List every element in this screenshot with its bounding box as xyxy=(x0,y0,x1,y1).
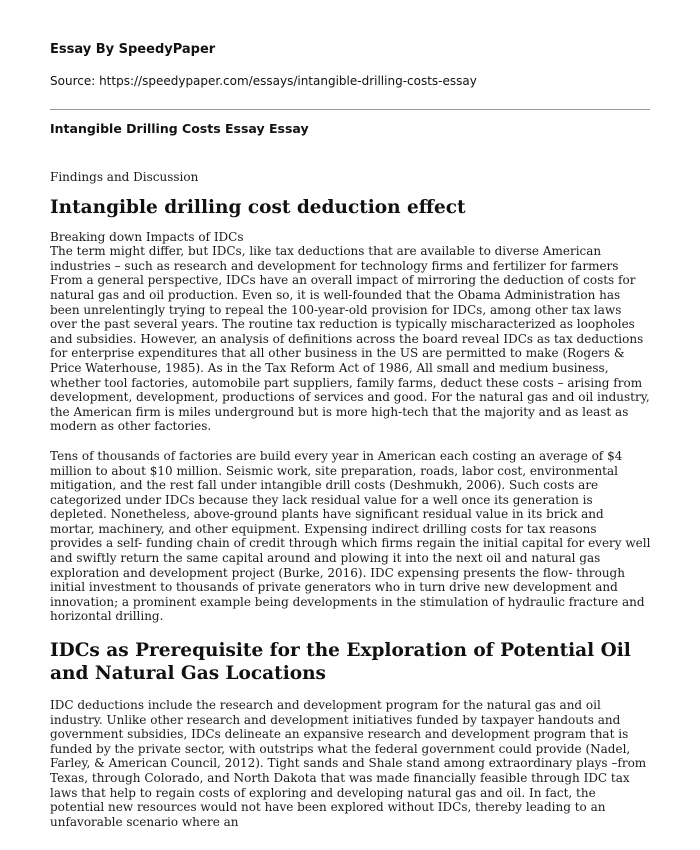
body-paragraph: The term might differ, but IDCs, like tax deductions that are available to diverse American industries – such as research and development for technology firms and fertilizer for farmers From a general perspective, IDCs have an overall impact of mirroring the deduction of costs for natural gas and oil production. Even so, it is well-founded that the Obama Administration has been unrelentingly trying to repeal the 100-year-old provision for IDCs, among other tax laws over the past several years. The routine tax reduction is typically mischaracterized as loopholes and subsidies. However, an analysis of definitions across the board reveal IDCs as tax deductions for enterprise expenditures that all other business in the US are permitted to make (Rogers & Price Waterhouse, 1985). As in the Tax Reform Act of 1986, All small and medium business, whether tool factories, automobile part suppliers, family farms, deduct these costs – arising from development, development, productions of services and good. For the natural gas and oil industry, the American firm is miles underground but is more high-tech that the majority and as least as modern as other factories. xyxy=(50,244,650,434)
essay-body xyxy=(50,170,651,844)
subheading-breaking-down: Breaking down Impacts of IDCs xyxy=(50,229,244,244)
heading-idc-deduction-effect: Intangible drilling cost deduction effect xyxy=(50,196,466,218)
heading-idc-prerequisite: IDCs as Prerequisite for the Exploration of Potential Oil and Natural Gas Locations xyxy=(50,640,631,685)
body-paragraph: IDC deductions include the research and development program for the natural gas and oil industry. Unlike other research and development initiatives funded by taxpayer handouts and government subsidies, IDCs delineate an expansive research and development program that is funded by the private sector, with outstrips what the federal government could provide (Nadel, Farley, & American Council, 2012). Tight sands and Shale stand among extraordinary plays –from Texas, through Colorado, and North Dakota that was made financially feasible through IDC tax laws that help to regain costs of exploring and developing natural gas and oil. In fact, the potential new resources would not have been explored without IDCs, thereby leading to an unfavorable scenario where an xyxy=(50,698,647,829)
header-divider xyxy=(50,109,650,110)
page-header xyxy=(50,40,650,90)
source-line: Source: https://speedypaper.com/essays/intangible-drilling-costs-essay xyxy=(50,74,477,88)
site-name: Essay By SpeedyPaper xyxy=(50,42,216,57)
section-label: Findings and Discussion xyxy=(50,170,199,184)
body-paragraph: Tens of thousands of factories are build every year in American each costing an average of $4 million to about $10 million. Seismic work, site preparation, roads, labor cost, environmental mitigation, and the rest fall under intangible drill costs (Deshmukh, 2006). Such costs are categorized under IDCs because they lack residual value for a well once its generation is depleted. Nonetheless, above-ground plants have significant residual value in its brick and mortar, machinery, and other equipment. Expensing indirect drilling costs for tax reasons provides a self- funding chain of credit through which firms regain the initial capital for every well and swiftly return the same capital around and plowing it into the next oil and natural gas exploration and development project (Burke, 2016). IDC expensing presents the flow- through initial investment to thousands of private generators who in turn drive new development and innovation; a prominent example being developments in the stimulation of hydraulic fracture and horizontal drilling. xyxy=(50,448,651,624)
document-title: Intangible Drilling Costs Essay Essay xyxy=(50,121,309,136)
